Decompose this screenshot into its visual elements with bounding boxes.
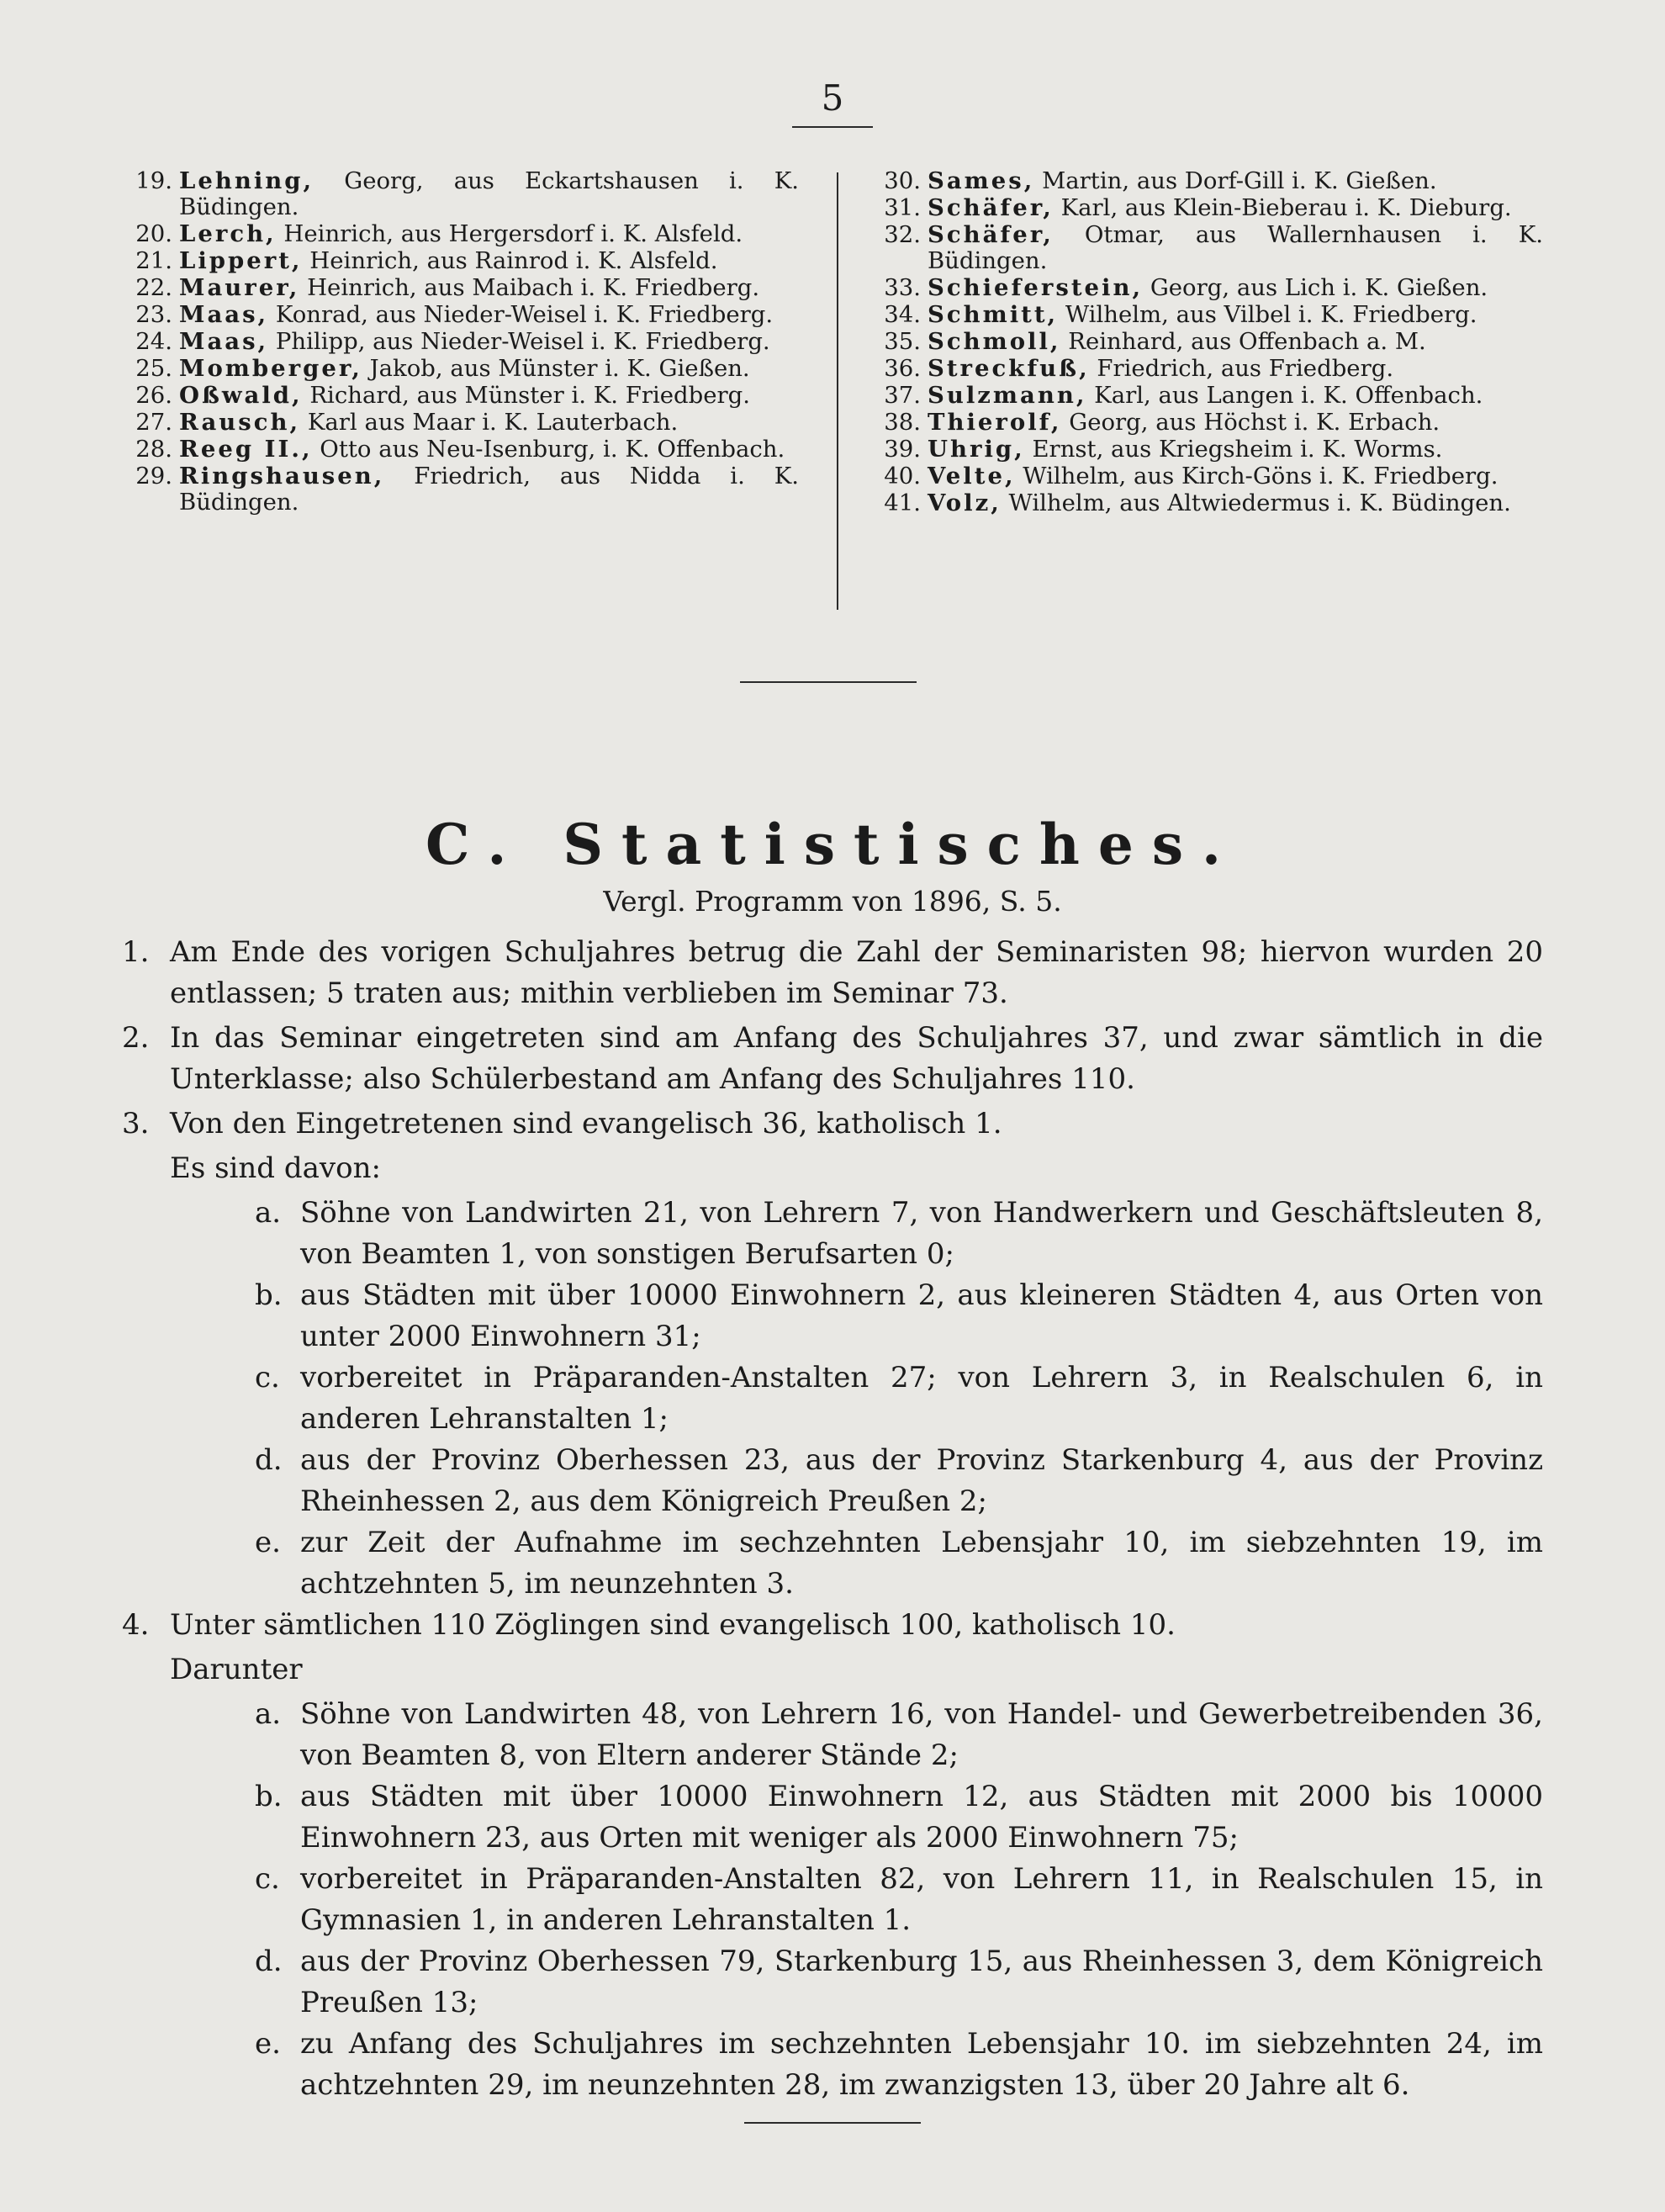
list-item: [866, 195, 1543, 221]
entry-details: Martin, aus Dorf-Gill i. K. Gießen.: [1042, 167, 1437, 194]
entry-number: 25.: [135, 355, 172, 382]
entry-number: 39.: [884, 436, 921, 463]
list-item: [866, 410, 1543, 436]
student-list-right: [866, 168, 1543, 517]
list-item: [866, 275, 1543, 301]
item-text: Am Ende des vorigen Schuljahres betrug die Zahl der Seminaristen 98; hiervon wurden 20 entlassen; 5 traten aus; mithin verblieben im Seminar 73.: [170, 935, 1543, 1010]
list-item: [866, 463, 1543, 489]
stat-item: [122, 932, 1543, 1014]
item-text: Unter sämtlichen 110 Zöglingen sind evangelisch 100, katholisch 10.: [170, 1608, 1176, 1642]
stat-item: [122, 1103, 1543, 1145]
list-item: [118, 383, 799, 409]
entry-number: 23.: [135, 301, 172, 328]
sub-item-letter: c.: [255, 1862, 280, 1896]
sub-item-letter: b.: [255, 1278, 283, 1312]
list-item: [118, 168, 799, 220]
entry-number: 41.: [884, 489, 921, 516]
entry-details: Friedrich, aus Nidda i. K. Büdingen.: [179, 463, 799, 516]
list-end-rule: [740, 681, 917, 683]
sub-item-letter: c.: [255, 1361, 280, 1394]
entry-surname: Schäfer,: [928, 221, 1054, 248]
item-number: 3.: [122, 1107, 150, 1140]
entry-details: Karl aus Maar i. K. Lauterbach.: [307, 409, 679, 436]
sub-item: [122, 1275, 1543, 1357]
entry-number: 40.: [884, 463, 921, 489]
list-item: [118, 302, 799, 328]
entry-details: Konrad, aus Nieder-Weisel i. K. Friedberg.: [275, 301, 774, 328]
entry-surname: Lippert,: [179, 247, 303, 274]
entry-number: 22.: [135, 274, 172, 301]
list-item: [118, 356, 799, 382]
statistics-body: [122, 932, 1543, 2106]
entry-number: 34.: [884, 301, 921, 328]
entry-surname: Schäfer,: [928, 194, 1054, 221]
entry-number: 20.: [135, 220, 172, 247]
entry-surname: Reeg II.,: [179, 436, 313, 463]
entry-details: Heinrich, aus Hergersdorf i. K. Alsfeld.: [283, 220, 743, 247]
item-number: 2.: [122, 1021, 150, 1055]
entry-details: Heinrich, aus Rainrod i. K. Alsfeld.: [309, 247, 718, 274]
entry-surname: Ringshausen,: [179, 463, 385, 489]
sub-item: [122, 2024, 1543, 2106]
list-item: [866, 222, 1543, 274]
item-text: In das Seminar eingetreten sind am Anfang des Schuljahres 37, und zwar sämtlich in die Unterklasse; also Schülerbestand am Anfang des Schuljahres 110.: [170, 1021, 1543, 1096]
sub-item: [122, 1694, 1543, 1776]
sub-item-text: zur Zeit der Aufnahme im sechzehnten Lebensjahr 10, im siebzehnten 19, im achtzehnten 5, im neunzehnten 3.: [300, 1526, 1543, 1601]
entry-number: 21.: [135, 247, 172, 274]
item-4-lead: Darunter: [170, 1653, 303, 1686]
entry-surname: Oßwald,: [179, 382, 303, 409]
entry-details: Georg, aus Höchst i. K. Erbach.: [1069, 409, 1440, 436]
header-rule: [792, 126, 873, 128]
footer-rule: [744, 2122, 921, 2124]
entry-details: Georg, aus Eckartshausen i. K. Büdingen.: [179, 167, 799, 220]
entry-number: 36.: [884, 355, 921, 382]
list-item: [118, 221, 799, 247]
entry-number: 24.: [135, 328, 172, 355]
entry-surname: Maurer,: [179, 274, 300, 301]
sub-item-text: aus Städten mit über 10000 Einwohnern 12, aus Städten mit 2000 bis 10000 Einwohnern 23, aus Orten mit weniger als 2000 Einwohnern 75;: [300, 1780, 1543, 1855]
entry-number: 37.: [884, 382, 921, 409]
entry-surname: Velte,: [928, 463, 1016, 489]
entry-details: Philipp, aus Nieder-Weisel i. K. Friedberg.: [275, 328, 770, 355]
item-number: 1.: [122, 935, 150, 969]
entry-surname: Volz,: [928, 489, 1002, 516]
entry-number: 31.: [884, 194, 921, 221]
entry-number: 38.: [884, 409, 921, 436]
sub-item-letter: b.: [255, 1780, 283, 1813]
entry-details: Wilhelm, aus Kirch-Göns i. K. Friedberg.: [1023, 463, 1498, 489]
entry-surname: Momberger,: [179, 355, 362, 382]
entry-surname: Sulzmann,: [928, 382, 1087, 409]
entry-details: Friedrich, aus Friedberg.: [1097, 355, 1394, 382]
section-title: C. Statistisches.: [426, 812, 1240, 877]
entry-surname: Schmoll,: [928, 328, 1061, 355]
sub-item-letter: d.: [255, 1443, 283, 1477]
entry-surname: Thierolf,: [928, 409, 1062, 436]
entry-number: 30.: [884, 167, 921, 194]
entry-details: Karl, aus Klein-Bieberau i. K. Dieburg.: [1060, 194, 1512, 221]
sub-item-letter: a.: [255, 1697, 282, 1731]
sub-item-letter: e.: [255, 2027, 281, 2061]
sub-item: [122, 1357, 1543, 1440]
entry-details: Reinhard, aus Offenbach a. M.: [1068, 328, 1426, 355]
sub-item-text: vorbereitet in Präparanden-Anstalten 27; von Lehrern 3, in Realschulen 6, in anderen Lehranstalten 1;: [300, 1361, 1543, 1436]
list-item: [118, 463, 799, 516]
sub-item-text: Söhne von Landwirten 21, von Lehrern 7, von Handwerkern und Geschäftsleuten 8, von Beamten 1, von sonstigen Berufsarten 0;: [300, 1196, 1543, 1271]
entry-number: 26.: [135, 382, 172, 409]
item-3-lead: Es sind davon:: [170, 1151, 381, 1185]
sub-item: [122, 1193, 1543, 1275]
entry-surname: Maas,: [179, 301, 269, 328]
stat-item: [122, 1605, 1543, 1646]
sub-item-letter: a.: [255, 1196, 282, 1230]
sub-item-letter: d.: [255, 1945, 283, 1978]
list-item: [866, 302, 1543, 328]
sub-item: [122, 1859, 1543, 1941]
entry-details: Wilhelm, aus Vilbel i. K. Friedberg.: [1065, 301, 1477, 328]
page-number: 5: [821, 77, 844, 119]
list-item: [866, 383, 1543, 409]
item-number: 4.: [122, 1608, 150, 1642]
entry-surname: Sames,: [928, 167, 1035, 194]
item-text: Von den Eingetretenen sind evangelisch 36, katholisch 1.: [170, 1107, 1002, 1140]
list-item: [118, 275, 799, 301]
entry-surname: Uhrig,: [928, 436, 1025, 463]
entry-number: 27.: [135, 409, 172, 436]
entry-details: Otto aus Neu-Isenburg, i. K. Offenbach.: [320, 436, 785, 463]
column-divider: [837, 172, 838, 610]
list-item: [118, 437, 799, 463]
student-list-left: [118, 168, 799, 516]
entry-surname: Streckfuß,: [928, 355, 1090, 382]
entry-details: Ernst, aus Kriegsheim i. K. Worms.: [1032, 436, 1443, 463]
entry-surname: Schmitt,: [928, 301, 1059, 328]
list-item: [866, 356, 1543, 382]
sub-item: [122, 1440, 1543, 1522]
list-item: [866, 437, 1543, 463]
list-item: [866, 490, 1543, 516]
sub-item: [122, 1941, 1543, 2024]
entry-details: Richard, aus Münster i. K. Friedberg.: [309, 382, 751, 409]
entry-number: 35.: [884, 328, 921, 355]
entry-surname: Maas,: [179, 328, 269, 355]
section-subtitle: Vergl. Programm von 1896, S. 5.: [603, 885, 1062, 918]
entry-number: 19.: [135, 167, 172, 194]
entry-details: Wilhelm, aus Altwiedermus i. K. Büdingen.: [1008, 489, 1511, 516]
list-item: [118, 248, 799, 274]
sub-item-text: aus der Provinz Oberhessen 79, Starkenburg 15, aus Rheinhessen 3, dem Königreich Preußen 13;: [300, 1945, 1543, 2019]
entry-number: 32.: [884, 221, 921, 248]
entry-details: Heinrich, aus Maibach i. K. Friedberg.: [307, 274, 760, 301]
sub-item: [122, 1522, 1543, 1605]
entry-surname: Lehning,: [179, 167, 314, 194]
sub-item-text: aus Städten mit über 10000 Einwohnern 2, aus kleineren Städten 4, aus Orten von unter 2000 Einwohnern 31;: [300, 1278, 1543, 1353]
sub-item-text: aus der Provinz Oberhessen 23, aus der Provinz Starkenburg 4, aus der Provinz Rheinhessen 2, aus dem Königreich Preußen 2;: [300, 1443, 1543, 1518]
entry-surname: Lerch,: [179, 220, 277, 247]
sub-item: [122, 1776, 1543, 1859]
entry-details: Jakob, aus Münster i. K. Gießen.: [369, 355, 750, 382]
entry-details: Otmar, aus Wallernhausen i. K. Büdingen.: [928, 221, 1543, 274]
entry-surname: Rausch,: [179, 409, 301, 436]
entry-number: 28.: [135, 436, 172, 463]
entry-details: Karl, aus Langen i. K. Offenbach.: [1094, 382, 1483, 409]
sub-item-letter: e.: [255, 1526, 281, 1559]
sub-item-text: zu Anfang des Schuljahres im sechzehnten Lebensjahr 10. im siebzehnten 24, im achtzehnten 29, im neunzehnten 28, im zwanzigsten 13, über 20 Jahre alt 6.: [300, 2027, 1543, 2102]
sub-item-text: vorbereitet in Präparanden-Anstalten 82, von Lehrern 11, in Realschulen 15, in Gymnasien 1, in anderen Lehranstalten 1.: [300, 1862, 1543, 1937]
list-item: [866, 329, 1543, 355]
list-item: [866, 168, 1543, 194]
list-item: [118, 410, 799, 436]
list-item: [118, 329, 799, 355]
entry-number: 29.: [135, 463, 172, 489]
entry-details: Georg, aus Lich i. K. Gießen.: [1150, 274, 1488, 301]
sub-item-text: Söhne von Landwirten 48, von Lehrern 16, von Handel- und Gewerbetreibenden 36, von Beamten 8, von Eltern anderer Stände 2;: [300, 1697, 1543, 1772]
entry-number: 33.: [884, 274, 921, 301]
stat-item: [122, 1018, 1543, 1100]
entry-surname: Schieferstein,: [928, 274, 1144, 301]
